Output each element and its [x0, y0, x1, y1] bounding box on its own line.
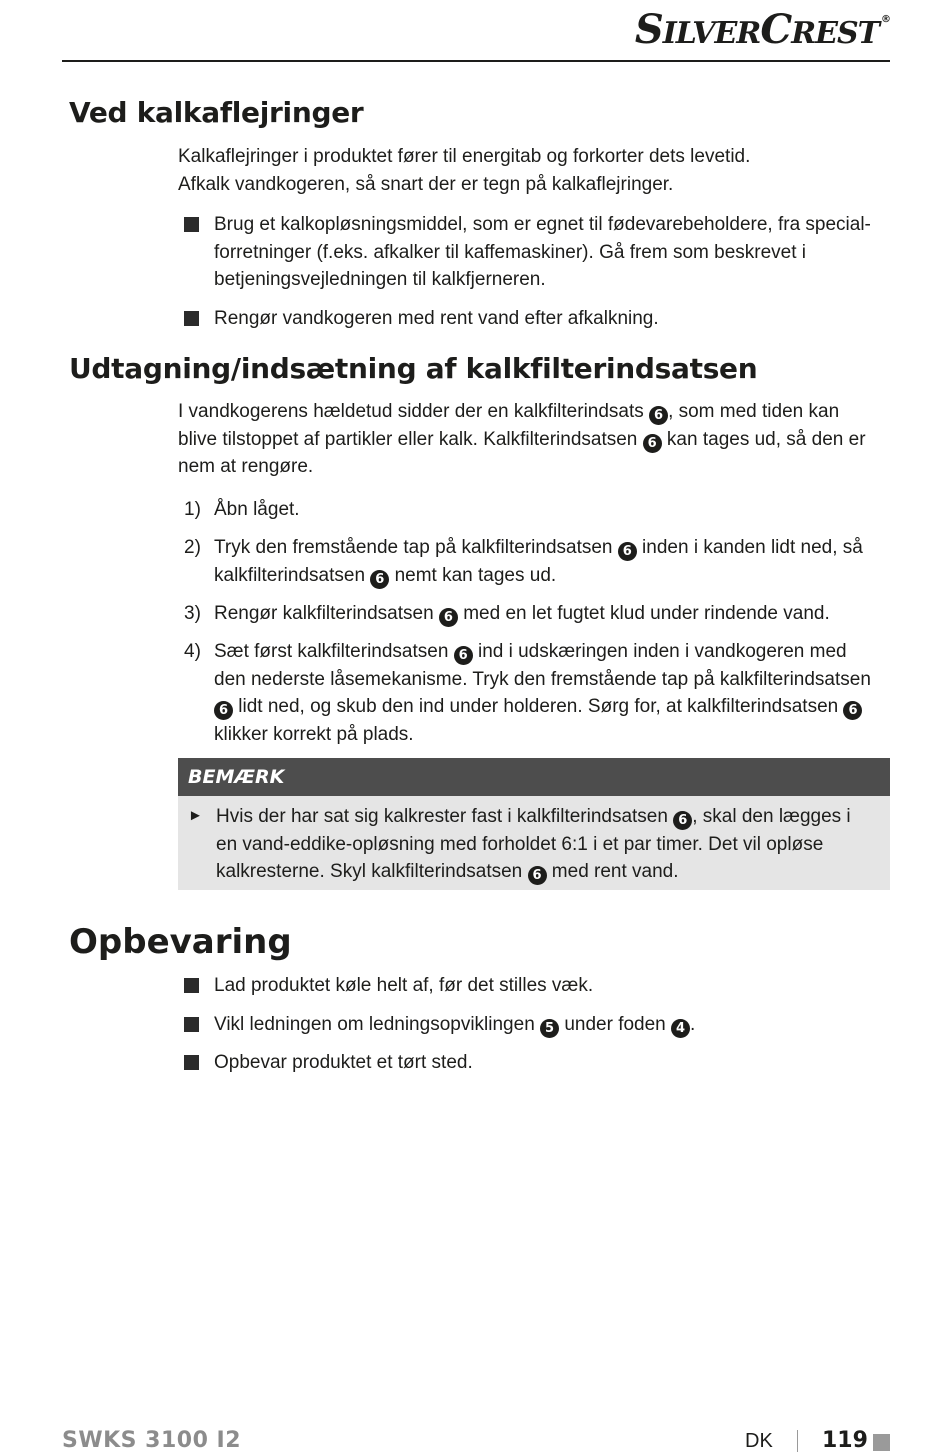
- brand-logo: [635, 6, 890, 53]
- logo-registered-mark: ®: [881, 14, 890, 25]
- section2-intro-part-a: I vandkogerens hældetud sidder der en kalkfilterindsats: [178, 401, 650, 422]
- part-number-6-icon: 6: [643, 434, 662, 453]
- bullet-square-icon: [184, 217, 199, 232]
- section3-bullet-2: [178, 1011, 878, 1039]
- section2-intro-part-c: kan tages ud, så den er nem at rengøre.: [178, 428, 866, 477]
- step-4-part-c: lidt ned, og skub den ind under holderen. Sørg for, at kalkfilterindsatsen: [233, 696, 844, 717]
- note-part-b: , skal den lægges i en vand-eddike-opløsning med forholdet 6:1 i et par timer. Det vil opløse kalkresterne. Skyl kalkfilterindsatsen: [216, 806, 851, 882]
- section3-bullet-3: [178, 1049, 878, 1077]
- step-text: Åbn låget.: [214, 499, 300, 520]
- note-body: [178, 796, 890, 890]
- part-number-6-icon: 6: [528, 866, 547, 885]
- step-2-part-c: nemt kan tages ud.: [389, 564, 557, 586]
- step-4-part-a: Sæt først kalkfilterindsatsen: [214, 641, 454, 662]
- logo-letter-c: C: [760, 6, 792, 53]
- part-number-4-icon: 4: [671, 1019, 690, 1038]
- logo-text-ilver: ILVER: [662, 16, 761, 51]
- step-2-part-b: inden i kanden lidt ned, så kalkfilterindsatsen: [214, 537, 863, 586]
- arrow-right-icon: ►: [188, 807, 203, 824]
- section1-bullet-1-text: Brug et kalkopløsningsmiddel, som er egnet til fødevarebeholdere, fra special-forretninger (f.eks. afkalker til kaffemaskiner). Gå frem som beskrevet i betjeningsvejledningen til kalkfjerneren.: [214, 214, 871, 290]
- note-header: BEMÆRK: [178, 758, 890, 796]
- part-number-6-icon: 6: [370, 570, 389, 589]
- section1-intro: [178, 143, 878, 198]
- part-number-6-icon: 6: [673, 811, 692, 830]
- section2-intro-part-b: , som med tiden kan blive tilstoppet af partikler eller kalk. Kalkfilterindsatsen: [178, 401, 840, 450]
- step-1: [178, 496, 878, 524]
- step-text: [214, 534, 878, 589]
- step-3: [178, 600, 878, 628]
- footer-page-number: 119: [822, 1428, 868, 1453]
- step-number: 3): [184, 603, 201, 624]
- part-number-6-icon: 6: [843, 701, 862, 720]
- note-part-c: med rent vand.: [546, 861, 679, 882]
- heading-ved-kalkaflejringer: Ved kalkaflejringer: [69, 96, 364, 129]
- section1-intro-line2: Afkalk vandkogeren, så snart der er tegn på kalkaflejringer.: [178, 173, 674, 195]
- header-rule: [62, 60, 890, 62]
- section3-bullet-1-text: Lad produktet køle helt af, før det stilles væk.: [214, 975, 594, 996]
- part-number-6-icon: 6: [454, 646, 473, 665]
- section1-bullet-2-text: Rengør vandkogeren med rent vand efter afkalkning.: [214, 308, 659, 329]
- step-text: [214, 600, 878, 628]
- bullet2-part-b: under foden: [559, 1014, 672, 1035]
- heading-opbevaring: Opbevaring: [69, 922, 292, 962]
- step-2: [178, 534, 878, 589]
- bullet-square-icon: [184, 311, 199, 326]
- footer-square-icon: [873, 1434, 890, 1451]
- section1-bullet-1: [178, 211, 878, 294]
- section3-bullet-2-text: [214, 1011, 878, 1039]
- step-number: 1): [184, 499, 201, 520]
- step-3-part-a: Rengør kalkfilterindsatsen: [214, 603, 439, 624]
- step-4: [178, 638, 878, 748]
- step-4-part-d: klikker korrekt på plads.: [214, 723, 414, 745]
- section3-bullet-1: [178, 972, 878, 1000]
- note-text: [216, 803, 866, 886]
- bullet-square-icon: [184, 1055, 199, 1070]
- bullet2-part-a: Vikl ledningen om ledningsopviklingen: [214, 1014, 541, 1035]
- heading-udtagning-indsaetning: Udtagning/indsætning af kalkfilterindsatsen: [69, 352, 758, 385]
- footer-divider: [797, 1430, 798, 1452]
- part-number-6-icon: 6: [214, 701, 233, 720]
- part-number-6-icon: 6: [618, 542, 637, 561]
- logo-text-rest: REST: [791, 16, 879, 51]
- step-2-part-a: Tryk den fremstående tap på kalkfilterindsatsen: [214, 537, 618, 558]
- part-number-6-icon: 6: [649, 406, 668, 425]
- section3-bullet-3-text: Opbevar produktet et tørt sted.: [214, 1052, 473, 1073]
- section1-bullet-2: [178, 305, 878, 333]
- section1-intro-line1: Kalkaflejringer i produktet fører til energitab og forkorter dets levetid.: [178, 146, 751, 167]
- bullet2-part-c: .: [690, 1014, 696, 1035]
- part-number-5-icon: 5: [540, 1019, 559, 1038]
- step-text: [214, 638, 878, 748]
- step-3-part-b: med en let fugtet klud under rindende vand.: [457, 603, 830, 624]
- step-number: 2): [184, 537, 201, 558]
- step-number: 4): [184, 641, 201, 662]
- part-number-6-icon: 6: [439, 608, 458, 627]
- logo-letter-s: S: [634, 6, 663, 53]
- bullet-square-icon: [184, 1017, 199, 1032]
- step-4-part-b: ind i udskæringen inden i vandkogeren med den nederste låsemekanisme. Tryk den fremstående tap på kalkfilterindsatsen: [214, 641, 871, 690]
- note-part-a: Hvis der har sat sig kalkrester fast i kalkfilterindsatsen: [216, 806, 674, 827]
- section2-intro: [178, 398, 878, 481]
- bullet-square-icon: [184, 978, 199, 993]
- footer-language: DK: [745, 1430, 773, 1452]
- footer-model-number: SWKS 3100 I2: [62, 1428, 242, 1453]
